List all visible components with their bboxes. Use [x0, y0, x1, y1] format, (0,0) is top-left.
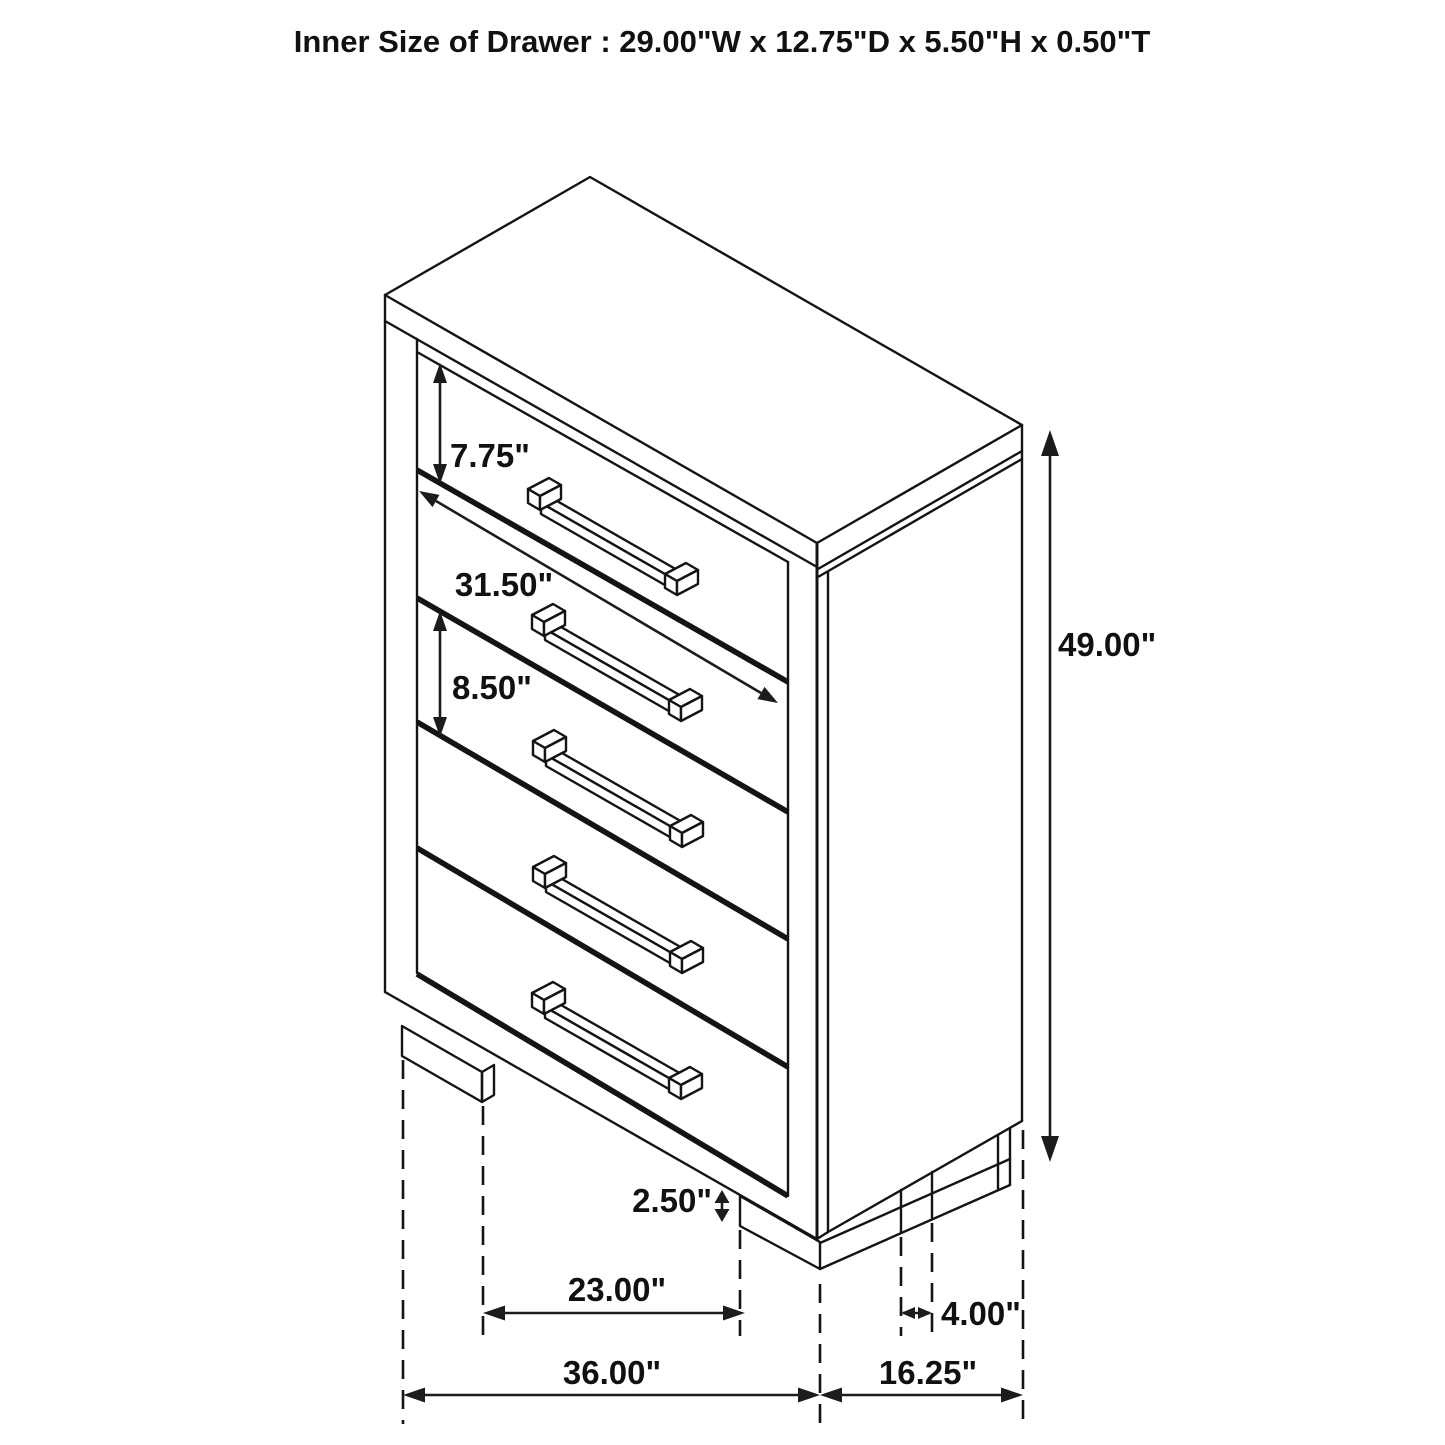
dim-label-drawer1-height: 7.75"	[450, 437, 530, 474]
dim-front-feet-span	[483, 1271, 745, 1321]
dim-label-drawer-front-width: 31.50"	[454, 566, 554, 603]
dim-overall-width	[403, 1354, 820, 1403]
dim-drawer2-height	[433, 611, 532, 737]
dim-drawer1-height	[433, 363, 530, 484]
page-title: Inner Size of Drawer : 29.00"W x 12.75"D x 5.50"H x 0.50"T	[293, 24, 1151, 59]
dim-label-overall-width: 36.00"	[562, 1354, 662, 1391]
dim-label-front-feet-span: 23.00"	[567, 1271, 667, 1308]
dim-overall-height	[1041, 430, 1156, 1162]
chest-top-slab	[385, 177, 1022, 577]
dim-overall-depth	[820, 1354, 1023, 1403]
dim-label-overall-depth: 16.25"	[878, 1354, 978, 1391]
dim-foot-height	[632, 1182, 729, 1222]
dim-label-drawer2-height: 8.50"	[452, 669, 532, 706]
dim-label-rear-foot-width: 4.00"	[941, 1295, 1021, 1332]
dim-label-foot-height: 2.50"	[632, 1182, 712, 1219]
dim-label-overall-height: 49.00"	[1058, 626, 1157, 663]
dim-rear-foot-width	[901, 1295, 1021, 1332]
